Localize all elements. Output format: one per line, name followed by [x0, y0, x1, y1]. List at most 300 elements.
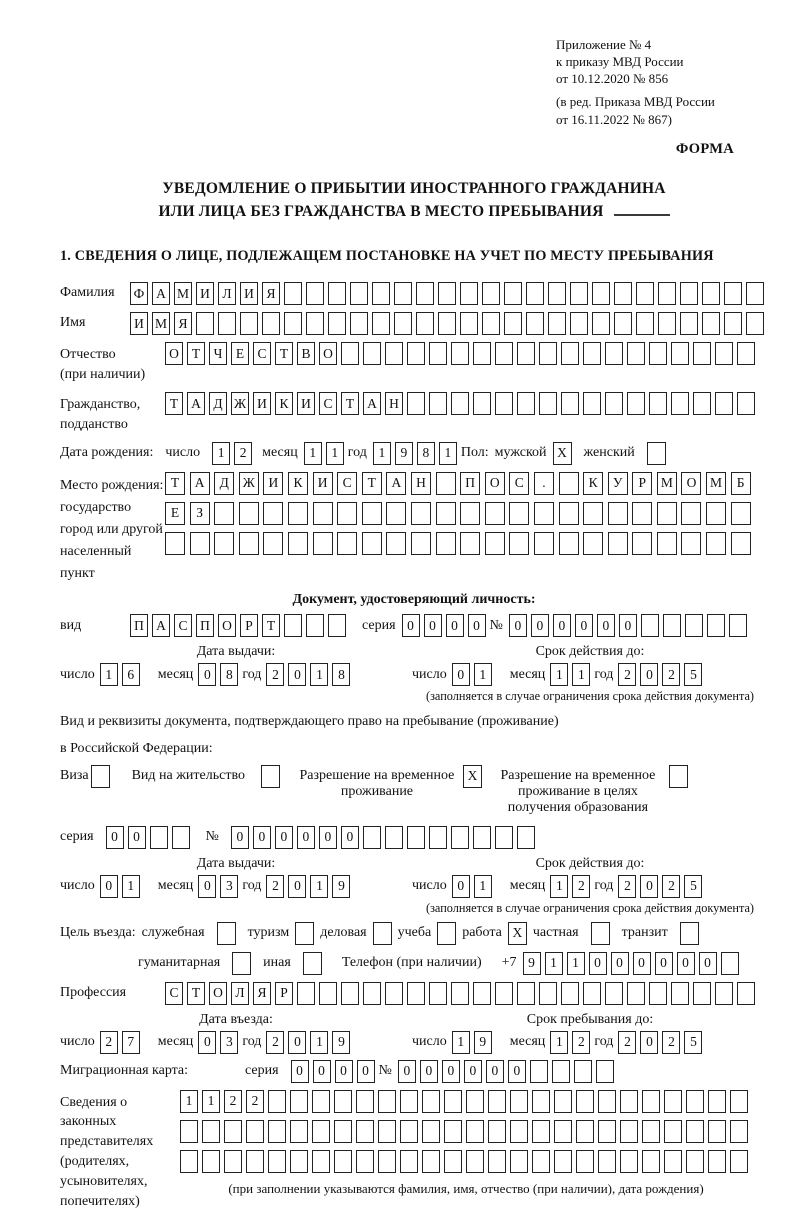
char-cell[interactable] — [485, 532, 505, 555]
char-cell[interactable] — [290, 1090, 308, 1113]
char-cell[interactable] — [312, 1150, 330, 1173]
char-cell[interactable] — [649, 982, 667, 1005]
char-cell[interactable]: 0 — [198, 1031, 216, 1054]
char-cell[interactable]: 9 — [523, 952, 541, 975]
char-cell[interactable] — [642, 1120, 660, 1143]
char-cell[interactable]: 2 — [266, 1031, 284, 1054]
char-cell[interactable] — [337, 532, 357, 555]
char-cell[interactable] — [239, 502, 259, 525]
char-cell[interactable]: 0 — [288, 875, 306, 898]
char-cell[interactable] — [685, 614, 703, 637]
char-cell[interactable] — [663, 614, 681, 637]
char-cell[interactable] — [411, 502, 431, 525]
char-cell[interactable]: 0 — [128, 826, 146, 849]
char-cell[interactable] — [306, 614, 324, 637]
char-cell[interactable]: 8 — [332, 663, 350, 686]
residence-permit-checkbox[interactable] — [261, 765, 280, 788]
char-cell[interactable] — [284, 614, 302, 637]
char-cell[interactable] — [262, 312, 280, 335]
char-cell[interactable]: 3 — [220, 1031, 238, 1054]
char-cell[interactable]: 1 — [122, 875, 140, 898]
char-cell[interactable] — [460, 282, 478, 305]
char-cell[interactable]: 0 — [640, 1031, 658, 1054]
char-cell[interactable] — [532, 1120, 550, 1143]
char-cell[interactable]: 1 — [572, 663, 590, 686]
char-cell[interactable] — [180, 1150, 198, 1173]
char-cell[interactable] — [559, 472, 579, 495]
char-cell[interactable]: 3 — [220, 875, 238, 898]
char-cell[interactable]: 0 — [452, 875, 470, 898]
char-cell[interactable]: И — [297, 392, 315, 415]
char-cell[interactable]: 2 — [618, 875, 636, 898]
char-cell[interactable] — [411, 532, 431, 555]
char-cell[interactable]: 1 — [373, 442, 391, 465]
char-cell[interactable]: 5 — [684, 1031, 702, 1054]
char-cell[interactable] — [284, 282, 302, 305]
char-cell[interactable] — [583, 342, 601, 365]
char-cell[interactable]: 1 — [326, 442, 344, 465]
char-cell[interactable]: 2 — [662, 663, 680, 686]
char-cell[interactable] — [362, 502, 382, 525]
char-cell[interactable] — [737, 392, 755, 415]
char-cell[interactable]: 1 — [439, 442, 457, 465]
char-cell[interactable]: 1 — [180, 1090, 198, 1113]
char-cell[interactable]: 9 — [395, 442, 413, 465]
char-cell[interactable] — [312, 1120, 330, 1143]
char-cell[interactable]: М — [174, 282, 192, 305]
char-cell[interactable] — [539, 982, 557, 1005]
char-cell[interactable] — [495, 982, 513, 1005]
char-cell[interactable] — [724, 312, 742, 335]
char-cell[interactable]: И — [263, 472, 283, 495]
char-cell[interactable] — [400, 1090, 418, 1113]
char-cell[interactable] — [559, 502, 579, 525]
char-cell[interactable] — [429, 392, 447, 415]
char-cell[interactable]: 0 — [611, 952, 629, 975]
char-cell[interactable] — [681, 502, 701, 525]
char-cell[interactable] — [328, 282, 346, 305]
char-cell[interactable] — [620, 1120, 638, 1143]
char-cell[interactable]: Р — [240, 614, 258, 637]
purpose-transit-checkbox[interactable] — [680, 922, 699, 945]
char-cell[interactable] — [706, 502, 726, 525]
char-cell[interactable]: Т — [165, 392, 183, 415]
char-cell[interactable] — [729, 614, 747, 637]
char-cell[interactable] — [532, 1150, 550, 1173]
char-cell[interactable]: Е — [231, 342, 249, 365]
char-cell[interactable] — [642, 1150, 660, 1173]
char-cell[interactable]: Е — [165, 502, 185, 525]
char-cell[interactable]: 1 — [474, 663, 492, 686]
char-cell[interactable] — [460, 502, 480, 525]
char-cell[interactable]: 5 — [684, 663, 702, 686]
char-cell[interactable]: 1 — [452, 1031, 470, 1054]
char-cell[interactable] — [570, 312, 588, 335]
char-cell[interactable]: С — [165, 982, 183, 1005]
char-cell[interactable]: А — [363, 392, 381, 415]
char-cell[interactable]: 2 — [618, 1031, 636, 1054]
char-cell[interactable]: Д — [214, 472, 234, 495]
char-cell[interactable] — [488, 1090, 506, 1113]
char-cell[interactable] — [495, 342, 513, 365]
char-cell[interactable]: М — [657, 472, 677, 495]
char-cell[interactable]: А — [187, 392, 205, 415]
char-cell[interactable] — [534, 502, 554, 525]
purpose-humanitarian-checkbox[interactable] — [232, 952, 251, 975]
char-cell[interactable]: Т — [362, 472, 382, 495]
char-cell[interactable] — [730, 1090, 748, 1113]
char-cell[interactable] — [517, 342, 535, 365]
char-cell[interactable] — [416, 312, 434, 335]
char-cell[interactable] — [341, 982, 359, 1005]
char-cell[interactable]: 2 — [572, 875, 590, 898]
char-cell[interactable] — [664, 1120, 682, 1143]
char-cell[interactable]: С — [337, 472, 357, 495]
char-cell[interactable] — [746, 312, 764, 335]
char-cell[interactable] — [246, 1150, 264, 1173]
char-cell[interactable] — [510, 1090, 528, 1113]
char-cell[interactable] — [290, 1120, 308, 1143]
char-cell[interactable]: Т — [341, 392, 359, 415]
char-cell[interactable]: 0 — [553, 614, 571, 637]
char-cell[interactable] — [372, 312, 390, 335]
char-cell[interactable] — [608, 502, 628, 525]
char-cell[interactable] — [407, 982, 425, 1005]
char-cell[interactable] — [576, 1120, 594, 1143]
char-cell[interactable]: 1 — [567, 952, 585, 975]
char-cell[interactable] — [510, 1120, 528, 1143]
char-cell[interactable]: 0 — [100, 875, 118, 898]
char-cell[interactable]: О — [209, 982, 227, 1005]
char-cell[interactable] — [313, 532, 333, 555]
char-cell[interactable] — [614, 312, 632, 335]
char-cell[interactable] — [576, 1150, 594, 1173]
char-cell[interactable] — [715, 982, 733, 1005]
char-cell[interactable] — [708, 1120, 726, 1143]
char-cell[interactable] — [196, 312, 214, 335]
char-cell[interactable] — [664, 1090, 682, 1113]
char-cell[interactable] — [517, 982, 535, 1005]
char-cell[interactable] — [721, 952, 739, 975]
char-cell[interactable] — [422, 1150, 440, 1173]
char-cell[interactable] — [632, 532, 652, 555]
char-cell[interactable] — [378, 1090, 396, 1113]
char-cell[interactable]: 2 — [234, 442, 252, 465]
char-cell[interactable]: Я — [174, 312, 192, 335]
char-cell[interactable]: 0 — [291, 1060, 309, 1083]
char-cell[interactable]: А — [152, 614, 170, 637]
char-cell[interactable] — [268, 1150, 286, 1173]
char-cell[interactable] — [548, 282, 566, 305]
char-cell[interactable]: 1 — [310, 875, 328, 898]
char-cell[interactable] — [240, 312, 258, 335]
char-cell[interactable]: 2 — [266, 663, 284, 686]
char-cell[interactable]: И — [313, 472, 333, 495]
char-cell[interactable] — [583, 392, 601, 415]
char-cell[interactable] — [554, 1090, 572, 1113]
char-cell[interactable] — [598, 1150, 616, 1173]
char-cell[interactable] — [473, 982, 491, 1005]
char-cell[interactable]: О — [218, 614, 236, 637]
char-cell[interactable] — [438, 312, 456, 335]
char-cell[interactable]: Ж — [239, 472, 259, 495]
char-cell[interactable]: В — [297, 342, 315, 365]
char-cell[interactable]: С — [509, 472, 529, 495]
char-cell[interactable] — [636, 312, 654, 335]
char-cell[interactable]: 6 — [122, 663, 140, 686]
char-cell[interactable]: 0 — [677, 952, 695, 975]
char-cell[interactable] — [526, 312, 544, 335]
char-cell[interactable]: 0 — [335, 1060, 353, 1083]
char-cell[interactable] — [517, 392, 535, 415]
char-cell[interactable] — [671, 392, 689, 415]
purpose-work-checkbox[interactable]: X — [508, 922, 527, 945]
char-cell[interactable]: 0 — [231, 826, 249, 849]
char-cell[interactable] — [554, 1120, 572, 1143]
char-cell[interactable] — [530, 1060, 548, 1083]
char-cell[interactable] — [574, 1060, 592, 1083]
gender-male-checkbox[interactable]: X — [553, 442, 572, 465]
char-cell[interactable]: Д — [209, 392, 227, 415]
purpose-study-checkbox[interactable] — [437, 922, 456, 945]
char-cell[interactable] — [386, 532, 406, 555]
char-cell[interactable]: Л — [231, 982, 249, 1005]
char-cell[interactable]: 2 — [246, 1090, 264, 1113]
char-cell[interactable] — [214, 532, 234, 555]
char-cell[interactable]: 2 — [572, 1031, 590, 1054]
char-cell[interactable]: 0 — [464, 1060, 482, 1083]
char-cell[interactable] — [297, 982, 315, 1005]
char-cell[interactable]: 1 — [310, 663, 328, 686]
char-cell[interactable]: К — [288, 472, 308, 495]
char-cell[interactable]: 9 — [332, 1031, 350, 1054]
char-cell[interactable]: К — [275, 392, 293, 415]
char-cell[interactable] — [671, 342, 689, 365]
char-cell[interactable] — [436, 502, 456, 525]
char-cell[interactable] — [239, 532, 259, 555]
char-cell[interactable] — [356, 1090, 374, 1113]
char-cell[interactable] — [451, 982, 469, 1005]
char-cell[interactable] — [517, 826, 535, 849]
char-cell[interactable] — [671, 982, 689, 1005]
char-cell[interactable] — [686, 1150, 704, 1173]
char-cell[interactable]: 1 — [550, 875, 568, 898]
char-cell[interactable] — [363, 342, 381, 365]
char-cell[interactable] — [504, 312, 522, 335]
char-cell[interactable]: О — [165, 342, 183, 365]
char-cell[interactable] — [693, 342, 711, 365]
char-cell[interactable]: 0 — [531, 614, 549, 637]
char-cell[interactable] — [534, 532, 554, 555]
char-cell[interactable]: С — [253, 342, 271, 365]
char-cell[interactable] — [386, 502, 406, 525]
char-cell[interactable]: 2 — [100, 1031, 118, 1054]
char-cell[interactable]: М — [152, 312, 170, 335]
purpose-other-checkbox[interactable] — [303, 952, 322, 975]
char-cell[interactable] — [385, 342, 403, 365]
char-cell[interactable] — [466, 1090, 484, 1113]
char-cell[interactable]: 0 — [288, 1031, 306, 1054]
char-cell[interactable]: А — [152, 282, 170, 305]
char-cell[interactable] — [400, 1150, 418, 1173]
char-cell[interactable]: 7 — [122, 1031, 140, 1054]
char-cell[interactable] — [473, 342, 491, 365]
gender-female-checkbox[interactable] — [647, 442, 666, 465]
char-cell[interactable]: Т — [262, 614, 280, 637]
char-cell[interactable] — [400, 1120, 418, 1143]
char-cell[interactable] — [636, 282, 654, 305]
char-cell[interactable]: Р — [632, 472, 652, 495]
char-cell[interactable] — [451, 826, 469, 849]
char-cell[interactable]: 2 — [662, 875, 680, 898]
char-cell[interactable] — [657, 532, 677, 555]
char-cell[interactable]: 1 — [550, 1031, 568, 1054]
char-cell[interactable] — [693, 392, 711, 415]
purpose-tourism-checkbox[interactable] — [295, 922, 314, 945]
char-cell[interactable] — [715, 392, 733, 415]
char-cell[interactable] — [482, 282, 500, 305]
char-cell[interactable]: Ж — [231, 392, 249, 415]
char-cell[interactable] — [559, 532, 579, 555]
char-cell[interactable] — [460, 312, 478, 335]
char-cell[interactable] — [649, 342, 667, 365]
char-cell[interactable] — [554, 1150, 572, 1173]
char-cell[interactable]: 0 — [699, 952, 717, 975]
char-cell[interactable] — [466, 1150, 484, 1173]
char-cell[interactable]: П — [130, 614, 148, 637]
char-cell[interactable] — [363, 982, 381, 1005]
char-cell[interactable] — [288, 502, 308, 525]
char-cell[interactable] — [583, 982, 601, 1005]
char-cell[interactable] — [649, 392, 667, 415]
char-cell[interactable] — [702, 282, 720, 305]
char-cell[interactable]: З — [190, 502, 210, 525]
char-cell[interactable]: 0 — [575, 614, 593, 637]
char-cell[interactable] — [284, 312, 302, 335]
char-cell[interactable] — [731, 532, 751, 555]
char-cell[interactable]: 1 — [202, 1090, 220, 1113]
char-cell[interactable]: 0 — [633, 952, 651, 975]
char-cell[interactable] — [495, 826, 513, 849]
char-cell[interactable]: 0 — [297, 826, 315, 849]
char-cell[interactable] — [263, 532, 283, 555]
char-cell[interactable] — [473, 826, 491, 849]
char-cell[interactable] — [680, 312, 698, 335]
char-cell[interactable]: 2 — [662, 1031, 680, 1054]
char-cell[interactable] — [385, 826, 403, 849]
char-cell[interactable]: 2 — [266, 875, 284, 898]
char-cell[interactable] — [693, 982, 711, 1005]
char-cell[interactable] — [583, 532, 603, 555]
char-cell[interactable]: Т — [275, 342, 293, 365]
char-cell[interactable]: 0 — [597, 614, 615, 637]
char-cell[interactable]: Я — [253, 982, 271, 1005]
char-cell[interactable] — [444, 1150, 462, 1173]
char-cell[interactable] — [416, 282, 434, 305]
char-cell[interactable]: 0 — [442, 1060, 460, 1083]
char-cell[interactable] — [350, 282, 368, 305]
char-cell[interactable] — [737, 982, 755, 1005]
char-cell[interactable]: 2 — [618, 663, 636, 686]
char-cell[interactable]: 0 — [486, 1060, 504, 1083]
char-cell[interactable] — [570, 282, 588, 305]
char-cell[interactable] — [407, 342, 425, 365]
char-cell[interactable] — [246, 1120, 264, 1143]
char-cell[interactable] — [214, 502, 234, 525]
char-cell[interactable] — [614, 282, 632, 305]
char-cell[interactable] — [539, 392, 557, 415]
char-cell[interactable]: Т — [187, 982, 205, 1005]
char-cell[interactable]: 0 — [424, 614, 442, 637]
char-cell[interactable]: Н — [411, 472, 431, 495]
char-cell[interactable] — [598, 1120, 616, 1143]
char-cell[interactable]: 0 — [313, 1060, 331, 1083]
char-cell[interactable]: 0 — [508, 1060, 526, 1083]
char-cell[interactable]: О — [319, 342, 337, 365]
char-cell[interactable] — [341, 342, 359, 365]
char-cell[interactable] — [363, 826, 381, 849]
char-cell[interactable] — [444, 1120, 462, 1143]
char-cell[interactable] — [306, 282, 324, 305]
char-cell[interactable]: Р — [275, 982, 293, 1005]
char-cell[interactable] — [473, 392, 491, 415]
char-cell[interactable] — [552, 1060, 570, 1083]
char-cell[interactable] — [394, 282, 412, 305]
char-cell[interactable]: 0 — [357, 1060, 375, 1083]
char-cell[interactable] — [509, 532, 529, 555]
char-cell[interactable]: 1 — [304, 442, 322, 465]
char-cell[interactable] — [608, 532, 628, 555]
char-cell[interactable] — [356, 1120, 374, 1143]
char-cell[interactable] — [422, 1090, 440, 1113]
char-cell[interactable] — [451, 342, 469, 365]
char-cell[interactable] — [436, 472, 456, 495]
char-cell[interactable] — [313, 502, 333, 525]
char-cell[interactable]: Т — [187, 342, 205, 365]
temp-residence-checkbox[interactable]: X — [463, 765, 482, 788]
char-cell[interactable] — [509, 502, 529, 525]
char-cell[interactable] — [731, 502, 751, 525]
char-cell[interactable]: 9 — [332, 875, 350, 898]
char-cell[interactable] — [334, 1090, 352, 1113]
char-cell[interactable] — [539, 342, 557, 365]
char-cell[interactable] — [708, 1150, 726, 1173]
char-cell[interactable] — [290, 1150, 308, 1173]
char-cell[interactable]: М — [706, 472, 726, 495]
char-cell[interactable] — [337, 502, 357, 525]
char-cell[interactable]: 0 — [640, 663, 658, 686]
char-cell[interactable]: 1 — [100, 663, 118, 686]
char-cell[interactable] — [378, 1150, 396, 1173]
char-cell[interactable] — [488, 1120, 506, 1143]
char-cell[interactable]: 0 — [509, 614, 527, 637]
char-cell[interactable] — [482, 312, 500, 335]
char-cell[interactable] — [746, 282, 764, 305]
char-cell[interactable] — [620, 1150, 638, 1173]
char-cell[interactable] — [548, 312, 566, 335]
char-cell[interactable] — [592, 282, 610, 305]
char-cell[interactable] — [686, 1090, 704, 1113]
char-cell[interactable]: 0 — [655, 952, 673, 975]
char-cell[interactable] — [576, 1090, 594, 1113]
char-cell[interactable] — [730, 1120, 748, 1143]
char-cell[interactable] — [268, 1090, 286, 1113]
char-cell[interactable]: 1 — [310, 1031, 328, 1054]
char-cell[interactable] — [504, 282, 522, 305]
char-cell[interactable]: 0 — [319, 826, 337, 849]
char-cell[interactable]: А — [386, 472, 406, 495]
char-cell[interactable] — [627, 392, 645, 415]
